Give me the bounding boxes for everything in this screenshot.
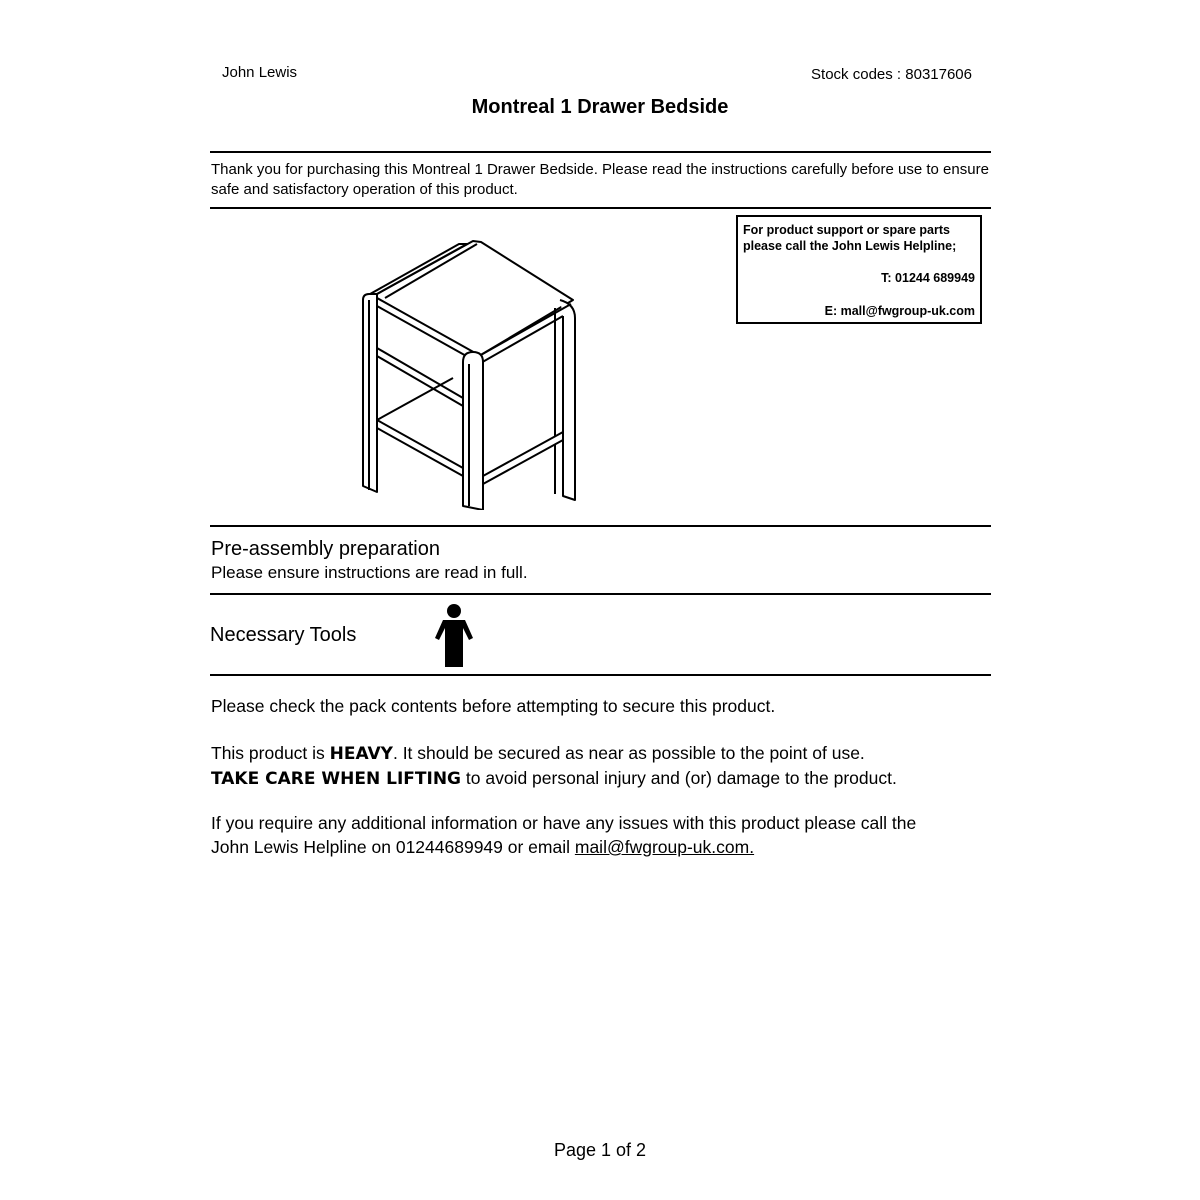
support-email: E: mall@fwgroup-uk.com xyxy=(824,304,975,318)
document-title: Montreal 1 Drawer Bedside xyxy=(471,96,729,118)
helpline-email-link[interactable]: mail@fwgroup-uk.com. xyxy=(574,837,755,857)
page-number: Page 1 of 2 xyxy=(553,1140,647,1160)
stock-codes: Stock codes : 80317606 xyxy=(811,66,972,83)
support-line-2: please call the John Lewis Helpline; xyxy=(743,239,957,253)
support-phone: T: 01244 689949 xyxy=(881,271,975,285)
bedside-table-drawing-icon xyxy=(355,228,585,510)
divider xyxy=(210,593,991,595)
brand-name: John Lewis xyxy=(222,64,298,81)
pre-assembly-heading: Pre-assembly preparation xyxy=(211,538,440,560)
helpline-line-1: If you require any additional information or have any issues with this product please call the xyxy=(211,813,917,833)
lift-warning-bold: TAKE CARE WHEN LIFTING xyxy=(211,769,462,789)
support-box xyxy=(736,215,982,324)
heavy-suffix: . It should be secured as near as possible to the point of use. xyxy=(392,743,865,763)
pre-assembly-subtext: Please ensure instructions are read in full. xyxy=(211,563,528,582)
helpline-info xyxy=(211,811,916,859)
necessary-tools-heading: Necessary Tools xyxy=(210,624,357,646)
heavy-warning xyxy=(211,741,897,791)
heavy-prefix: This product is xyxy=(211,743,330,763)
divider xyxy=(210,151,991,153)
pack-contents-text: Please check the pack contents before attempting to secure this product. xyxy=(211,696,776,716)
helpline-line-2: John Lewis Helpline on 01244689949 or email xyxy=(211,837,575,857)
divider xyxy=(210,674,991,676)
intro-text: Thank you for purchasing this Montreal 1 Drawer Bedside. Please read the instructions carefully before use to ensure safe and satisfactory operation of this product. xyxy=(211,161,989,198)
person-icon xyxy=(433,603,475,667)
support-line-1: For product support or spare parts xyxy=(743,223,950,237)
heavy-word: HEAVY xyxy=(329,744,393,764)
divider xyxy=(210,525,991,527)
lift-warning-rest: to avoid personal injury and (or) damage to the product. xyxy=(461,768,897,788)
divider xyxy=(210,207,991,209)
